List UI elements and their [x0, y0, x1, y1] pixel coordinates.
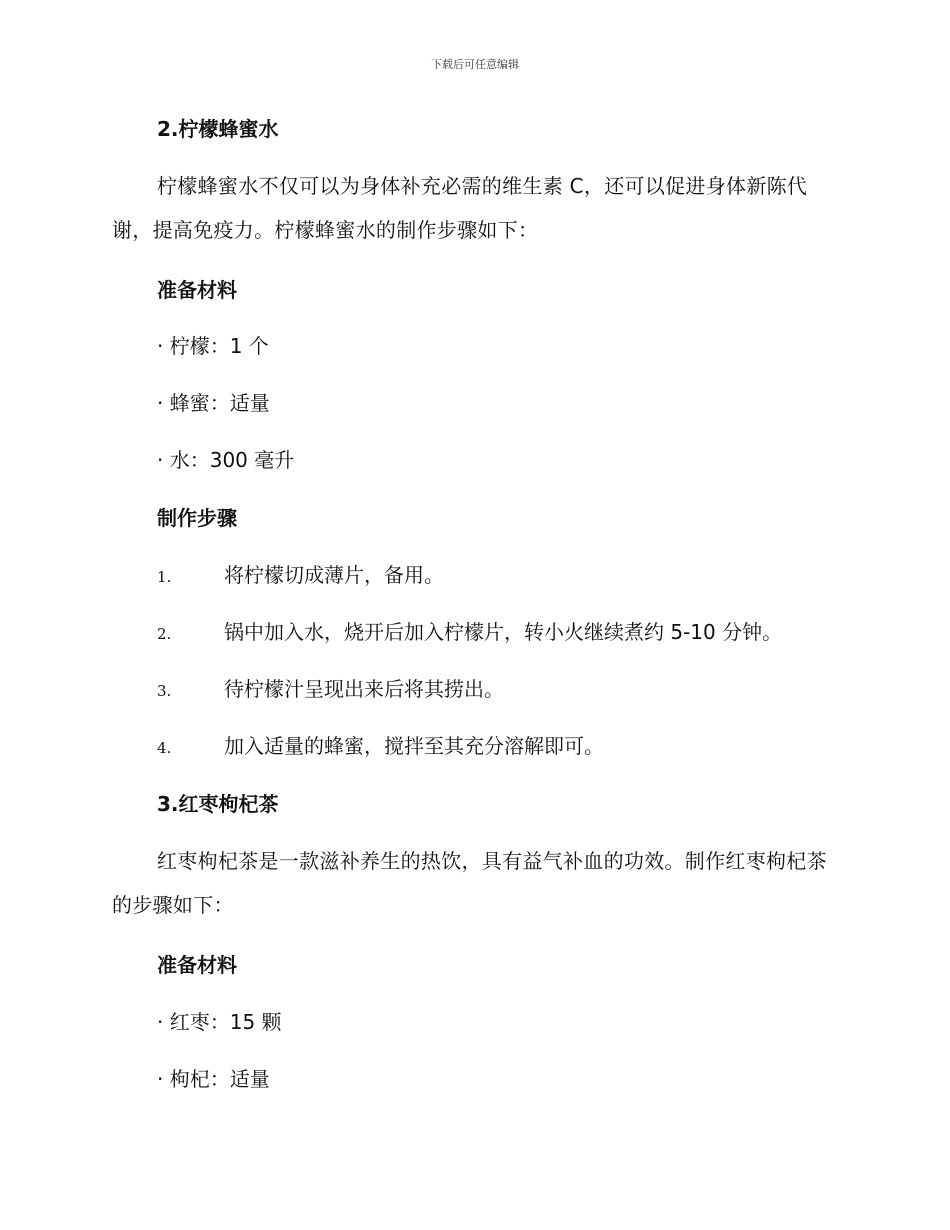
step-item — [157, 561, 857, 589]
material-item-red-date: · 红枣：15 颗 — [157, 1010, 282, 1034]
step-text: 加入适量的蜂蜜，搅拌至其充分溶解即可。 — [224, 734, 604, 758]
step-text: 待柠檬汁呈现出来后将其捞出。 — [224, 677, 504, 701]
step-number: 3. — [157, 682, 172, 700]
section-title-red-date-goji-tea: 3.红枣枸杞茶 — [157, 792, 279, 816]
step-item — [157, 732, 857, 760]
page-header-note: 下载后可任意编辑 — [431, 58, 519, 71]
step-text: 锅中加入水，烧开后加入柠檬片，转小火继续煮约 5-10 分钟。 — [224, 620, 783, 644]
intro-paragraph-lemon: 柠檬蜂蜜水不仅可以为身体补充必需的维生素 C，还可以促进身体新陈代谢，提高免疫力。柠檬蜂蜜水的制作步骤如下： — [112, 174, 808, 242]
step-item — [157, 675, 857, 703]
materials-heading-lemon: 准备材料 — [157, 278, 237, 302]
step-number: 4. — [157, 739, 172, 757]
step-item — [157, 618, 857, 646]
steps-heading-lemon: 制作步骤 — [157, 506, 237, 530]
material-item-goji: · 枸杞：适量 — [157, 1067, 270, 1091]
material-item-water: · 水：300 毫升 — [157, 448, 295, 472]
step-number: 2. — [157, 625, 172, 643]
material-item-lemon: · 柠檬：1 个 — [157, 334, 269, 358]
materials-heading-red-date: 准备材料 — [157, 953, 237, 977]
material-item-honey: · 蜂蜜：适量 — [157, 391, 270, 415]
section-title-lemon-honey-water: 2.柠檬蜂蜜水 — [157, 117, 279, 141]
intro-paragraph-red-date: 红枣枸杞茶是一款滋补养生的热饮，具有益气补血的功效。制作红枣枸杞茶的步骤如下： — [112, 849, 827, 917]
step-text: 将柠檬切成薄片，备用。 — [224, 563, 444, 587]
step-number: 1. — [157, 568, 172, 586]
